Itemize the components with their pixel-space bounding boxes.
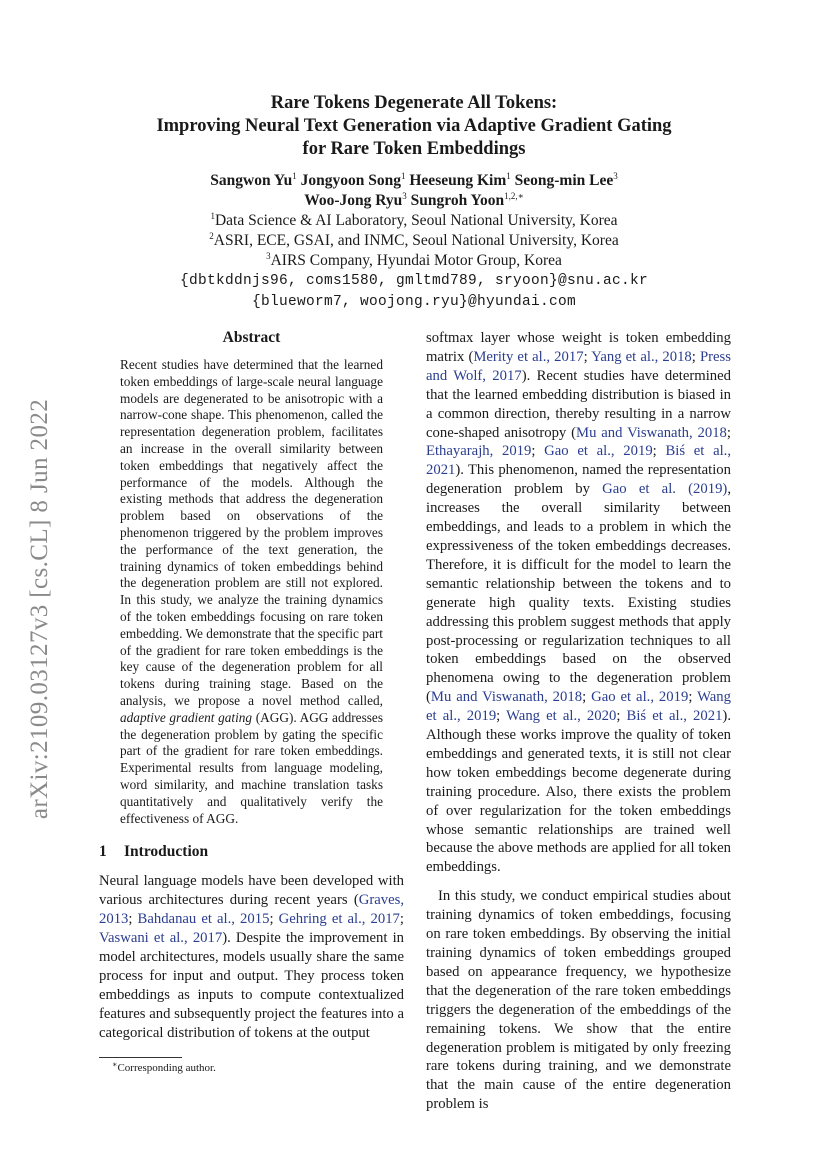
abstract-text-part: Recent studies have determined that the learned token embeddings of large-scale neural language models are degenerated to be anisotropic with a narrow-cone shape. This phenomenon, called the representation degeneration problem, facilitates an increase in the overall similarity between token embeddings that negatively affect the performance of the models. Although the existing methods that address the degeneration problem based on observations of the phenomenon triggered by the problem improves the performance of the text generation, the training dynamics of token embeddings behind the degeneration problem are still not explored. In this study, we analyze the training dynamics of the token embeddings focusing on rare token embedding. We demonstrate that the specific part of the gradient for rare token embeddings is the key cause of the degeneration problem for all tokens during training stage. Based on the analysis, we propose a novel method called, (120, 357, 383, 708)
intro-text-segment: ). Although these works improve the quality of token embeddings and generated texts, it is still not clear how token embeddings become degenerate during training procedure. Also, there exists the problem of over regularization for the token embeddings whose semantic relationships are trained well because the above methods are applied for all token embeddings. (426, 708, 731, 876)
abstract-heading: Abstract (222, 329, 281, 346)
email-line: {dbtkddnjs96, coms1580, gmltmd789, sryoon}@snu.ac.kr (179, 273, 649, 289)
abstract-method-name: adaptive gradient gating (120, 709, 253, 725)
citation-link[interactable]: Wang et al., 2019 (426, 689, 731, 725)
email-list (0, 271, 828, 313)
intro-text-segment: softmax layer whose weight is token embedding matrix ( (426, 330, 731, 365)
affiliation-text: ASRI, ECE, GSAI, and INMC, Seoul National University, Korea (213, 232, 619, 249)
intro-text-segment: ; (531, 443, 545, 460)
author-name: Seong-min Lee (514, 172, 614, 189)
section-number: 1 (99, 843, 107, 861)
left-column (99, 328, 404, 1042)
intro-text-segment: ; (399, 911, 404, 928)
intro-paragraph-2: In this study, we conduct empirical studies about training dynamics of token embeddings, focusing on rare token embeddings. By observing the initial training dynamics of token embeddings grouped based on appearance frequency, we hypothesize that the degeneration of the rare token embeddings triggers the degeneration of the embeddings of the remaining tokens. We show that the entire degeneration problem is mitigated by only freezing rare tokens during training, and we demonstrate that the main cause of the entire degeneration problem is (426, 888, 731, 1113)
title-line: Rare Tokens Degenerate All Tokens: (270, 93, 558, 113)
author-name: Jongyoon Song (300, 172, 401, 189)
citation-link[interactable]: Press and Wolf, 2017 (426, 348, 731, 384)
author-affil-mark: 1 (401, 171, 406, 181)
abstract-text (120, 357, 383, 827)
intro-text-segment: Neural language models have been developed with various architectures during recent years ( (99, 873, 404, 909)
intro-text-segment: ; (269, 911, 279, 928)
citation-link[interactable]: Gao et al., 2019 (591, 689, 689, 706)
author-affil-mark: 3 (613, 171, 618, 181)
intro-paragraph-1 (99, 872, 404, 1042)
affiliation (0, 211, 828, 231)
footnote-text: Corresponding author. (117, 1062, 216, 1074)
section-heading (99, 842, 404, 862)
citation-link[interactable]: Mu and Viswanath, 2018 (576, 424, 727, 441)
citation-link[interactable]: Vaswani et al., 2017 (99, 930, 223, 947)
section-title: Introduction (124, 843, 209, 861)
author-line (0, 171, 828, 191)
citation-link[interactable]: Biś et al., 2021 (426, 443, 732, 479)
affiliation-mark: 1 (210, 211, 215, 221)
citation-link[interactable]: Yang et al., 2018 (591, 348, 692, 365)
affiliation-text: AIRS Company, Hyundai Motor Group, Korea (270, 252, 562, 269)
citation-link[interactable]: Bahdanau et al., 2015 (137, 911, 270, 928)
citation-link[interactable]: Graves, 2013 (99, 892, 404, 928)
intro-text-segment: ). This phenomenon, named the representation degeneration problem by (426, 462, 731, 498)
author-line (0, 191, 828, 211)
intro-text-segment: ; (688, 689, 698, 706)
arxiv-watermark (20, 376, 60, 842)
intro-text-segment: ; (726, 424, 731, 441)
affiliation (0, 231, 828, 251)
title-line: for Rare Token Embeddings (302, 139, 526, 159)
author-affil-mark: 3 (402, 191, 407, 201)
title-line: Improving Neural Text Generation via Adaptive Gradient Gating (156, 116, 672, 136)
abstract-text-part: (AGG). AGG addresses the degeneration problem by gating the specific part of the gradient for rare token embeddings. Experimental results from language modeling, word similarity, and machine translation tasks quantitatively and qualitatively verify the effectiveness of AGG. (120, 709, 383, 826)
citation-link[interactable]: Ethayarajh, 2019 (426, 443, 532, 460)
intro-paragraph-1-continued (426, 329, 731, 877)
author-affil-mark: 1 (506, 171, 511, 181)
author-name: Sungroh Yoon (410, 192, 505, 209)
citation-link[interactable]: Mu and Viswanath, 2018 (430, 689, 583, 706)
email-line: {blueworm7, woojong.ryu}@hyundai.com (251, 294, 577, 310)
intro-text-segment: ; (652, 443, 666, 460)
author-name: Heeseung Kim (409, 172, 507, 189)
arxiv-id: arXiv:2109.03127v3 [cs.CL] 8 Jun 2022 (26, 398, 53, 820)
intro-text-segment: ; (583, 348, 592, 365)
author-list (0, 171, 828, 211)
affiliation-mark: 2 (209, 231, 214, 241)
footnote-rule (99, 1057, 182, 1058)
citation-link[interactable]: Gao et al., 2019 (544, 443, 653, 460)
citation-link[interactable]: Gehring et al., 2017 (278, 911, 400, 928)
intro-text-segment: ; (691, 348, 700, 365)
affiliation-list (0, 211, 828, 271)
citation-link[interactable]: Merity et al., 2017 (473, 348, 584, 365)
footnote-mark: ∗ (112, 1060, 118, 1069)
author-affil-mark: 1,2,∗ (504, 191, 524, 201)
citation-link[interactable]: Wang et al., 2020 (506, 708, 617, 725)
footnote (112, 1062, 216, 1075)
citation-link[interactable]: Gao et al. (2019) (602, 481, 728, 498)
intro-text-segment: ). Despite the improvement in model architectures, models usually share the same process for input and output. They process token embeddings as inputs to compute contextualized features and subsequently project the features into a categorical distribution of tokens at the output (99, 930, 404, 1041)
intro-text-segment: , increases the overall similarity between embeddings, and leads to a problem in which the expressiveness of the token embeddings decreases. Therefore, it is difficult for the model to learn the semantic relationship between the tokens and to generate high quality texts. Existing studies addressing this problem suggest methods that apply post-processing or regularization techniques to all token embeddings based on the observed phenomena owing to the degeneration problem ( (426, 481, 731, 706)
affiliation-text: Data Science & AI Laboratory, Seoul National University, Korea (214, 212, 618, 229)
affiliation-mark: 3 (266, 251, 271, 261)
intro-text-segment: ; (582, 689, 592, 706)
right-column (426, 329, 731, 1114)
citation-link[interactable]: Biś et al., 2021 (626, 708, 723, 725)
affiliation (0, 251, 828, 271)
author-name: Woo-Jong Ryu (304, 192, 403, 209)
intro-text-segment: ; (496, 708, 507, 725)
paper-header (0, 92, 828, 313)
paper-title (0, 92, 828, 161)
intro-text-segment: ). Recent studies have determined that the learned embedding distribution is biased in a common direction, thereby resulting in a narrow cone-shaped anisotropy ( (426, 367, 731, 441)
author-affil-mark: 1 (292, 171, 297, 181)
intro-text-segment: ; (128, 911, 138, 928)
intro-text-segment: ; (616, 708, 627, 725)
author-name: Sangwon Yu (210, 172, 293, 189)
